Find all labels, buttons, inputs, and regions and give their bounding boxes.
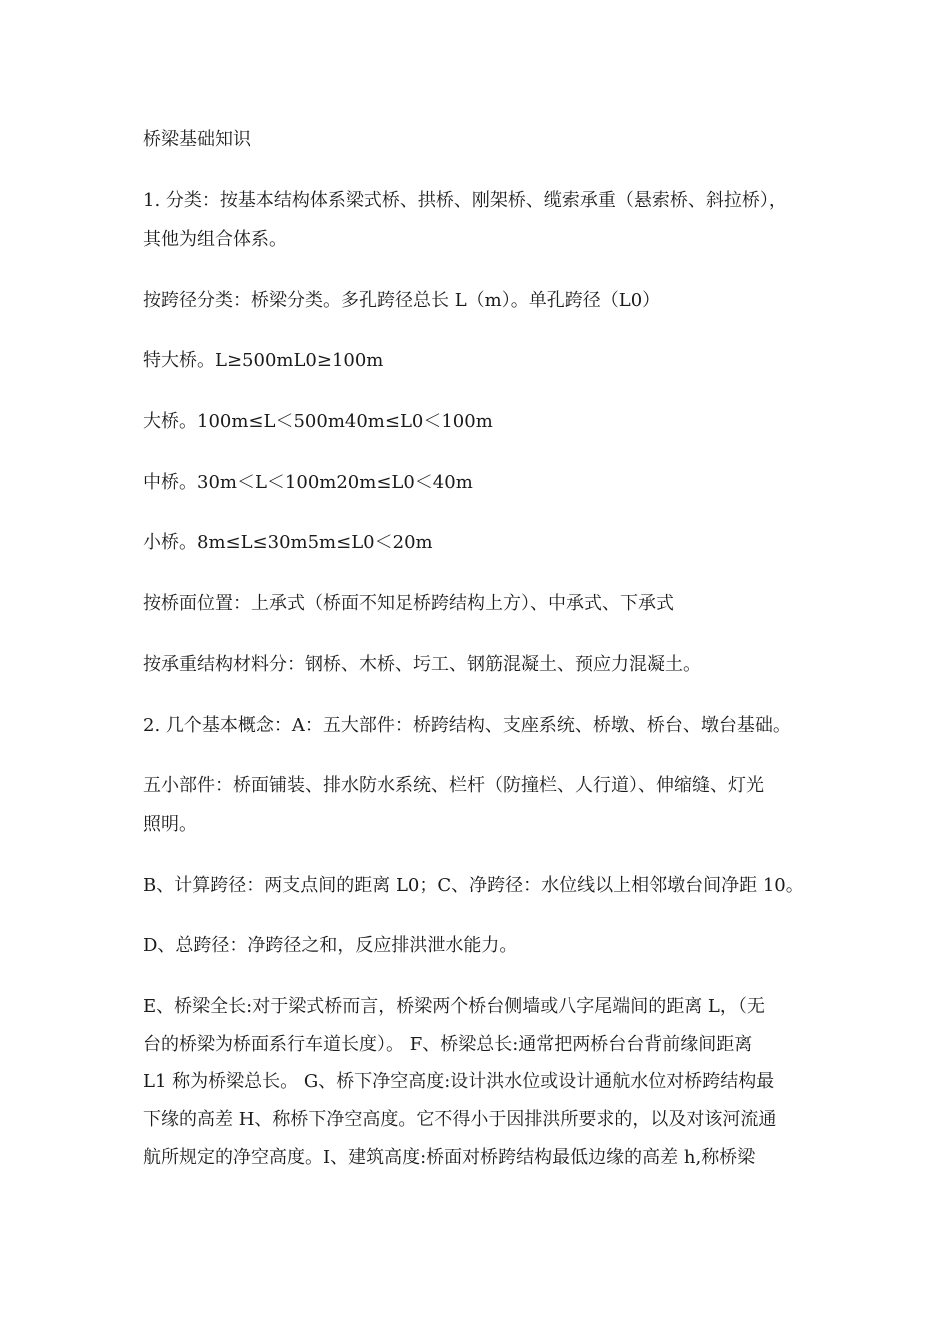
medium-bridge-line: 中桥。30m＜L＜100m20m≤L0＜40m: [143, 472, 473, 493]
total-span-line: D、总跨径：净跨径之和，反应排洪泄水能力。: [143, 935, 518, 956]
small-components-line-2: 照明。: [143, 814, 197, 835]
paragraph-line-1: E、桥梁全长:对于梁式桥而言，桥梁两个桥台侧墙或八字尾端间的距离 L，（无: [143, 996, 765, 1017]
basic-concepts-line: 2. 几个基本概念：A：五大部件：桥跨结构、支座系统、桥墩、桥台、墩台基础。: [143, 715, 791, 736]
paragraph-line-2: 台的桥梁为桥面系行车道长度）。 F、桥梁总长:通常把两桥台台背前缘间距离: [143, 1034, 753, 1055]
deck-position-line: 按桥面位置：上承式（桥面不知足桥跨结构上方）、中承式、下承式: [143, 593, 674, 614]
calculated-span-line: B、计算跨径：两支点间的距离 L0；C、净跨径：水位线以上相邻墩台间净距 10。: [143, 875, 804, 896]
large-bridge-line: 大桥。100m≤L＜500m40m≤L0＜100m: [143, 411, 493, 432]
paragraph-line-5: 航所规定的净空高度。I、建筑高度:桥面对桥跨结构最低边缘的高差 h,称桥梁: [143, 1147, 756, 1168]
extra-large-bridge-line: 特大桥。L≥500mL0≥100m: [143, 350, 384, 371]
paragraph-line-3: L1 称为桥梁总长。 G、桥下净空高度:设计洪水位或设计通航水位对桥跨结构最: [143, 1071, 775, 1092]
classification-line-1: 1. 分类：按基本结构体系梁式桥、拱桥、刚架桥、缆索承重（悬索桥、斜拉桥），: [143, 190, 787, 211]
small-components-line-1: 五小部件：桥面铺装、排水防水系统、栏杆（防撞栏、人行道）、伸缩缝、灯光: [143, 775, 764, 796]
classification-line-2: 其他为组合体系。: [143, 229, 287, 250]
document-title: 桥梁基础知识: [143, 129, 251, 150]
material-classification-line: 按承重结构材料分：钢桥、木桥、圬工、钢筋混凝土、预应力混凝土。: [143, 654, 701, 675]
span-classification-line: 按跨径分类：桥梁分类。多孔跨径总长 L（m）。单孔跨径（L0）: [143, 290, 661, 311]
small-bridge-line: 小桥。8m≤L≤30m5m≤L0＜20m: [143, 532, 433, 553]
paragraph-line-4: 下缘的高差 H、称桥下净空高度。它不得小于因排洪所要求的，以及对该河流通: [143, 1109, 777, 1130]
